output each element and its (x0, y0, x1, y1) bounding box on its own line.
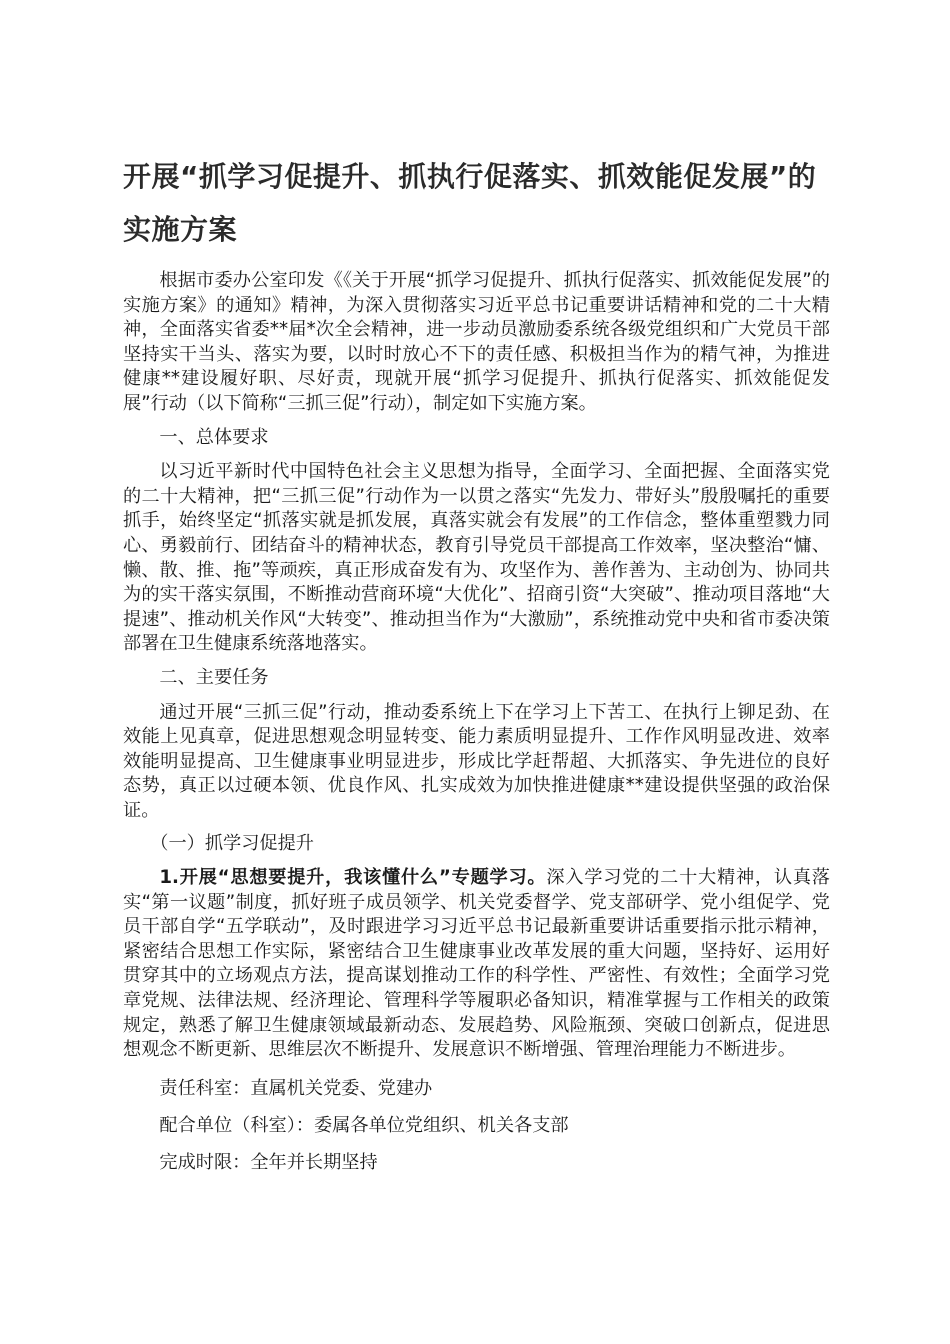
subsection-1-heading: （一）抓学习促提升 (150, 833, 314, 855)
title-line-2: 实施方案 (123, 213, 238, 246)
item-1-paragraph (123, 866, 830, 1063)
title-line-1: 开展“抓学习促提升、抓执行促落实、抓效能促发展”的 (123, 160, 817, 193)
item-1-text: 深入学习党的二十大精神，认真落实“第一议题”制度，抓好班子成员领学、机关党委督学、党支部研学、党小组促学、党员干部自学“五学联动”，及时跟进学习习近平总书记最新重要讲话重要指示批示精神，紧密结合思想工作实际，紧密结合卫生健康事业改革发展的重大问题，坚持好、运用好贯穿其中的立场观点方法，提高谋划推动工作的科学性、严密性、有效性；全面学习党章党规、法律法规、经济理论、管理科学等履职必备知识，精准掌握与工作相关的政策规定，熟悉了解卫生健康领域最新动态、发展趋势、风险瓶颈、突破口创新点，促进思想观念不断更新、思维层次不断提升、发展意识不断增强、管理治理能力不断进步。 (123, 867, 830, 1061)
intro-paragraph: 根据市委办公室印发《《关于开展“抓学习促提升、抓执行促落实、抓效能促发展”的实施方案》的通知》精神，为深入贯彻落实习近平总书记重要讲话精神和党的二十大精神，全面落实省委**届*次全会精神，进一步动员激励委系统各级党组织和广大党员干部坚持实干当头、落实为要，以时时放心不下的责任感、积极担当作为的精气神，为推进健康**建设履好职、尽好责，现就开展“抓学习促提升、抓执行促落实、抓效能促发展”行动（以下简称“三抓三促”行动），制定如下实施方案。 (123, 270, 830, 414)
document-body (123, 269, 830, 1175)
item-1-lead: 1.开展“思想要提升，我该懂什么”专题学习。 (159, 867, 547, 889)
section-2-heading: 二、主要任务 (159, 666, 269, 688)
cooperating-units: 配合单位（科室）：委属各单位党组织、机关各支部 (159, 1114, 569, 1136)
document-title (123, 150, 830, 256)
section-1-heading: 一、总体要求 (159, 426, 269, 448)
responsible-office: 责任科室：直属机关党委、党建办 (159, 1077, 433, 1099)
section-2-paragraph: 通过开展“三抓三促”行动，推动委系统上下在学习上下苦工、在执行上铆足劲、在效能上见真章，促进思想观念明显转变、能力素质明显提升、工作作风明显改进、效率效能明显提高、卫生健康事业明显进步，形成比学赶帮超、大抓落实、争先进位的良好态势，真正以过硬本领、优良作风、扎实成效为加快推进健康**建设提供坚强的政治保证。 (123, 701, 830, 821)
deadline: 完成时限：全年并长期坚持 (159, 1151, 378, 1173)
section-1-paragraph: 以习近平新时代中国特色社会主义思想为指导，全面学习、全面把握、全面落实党的二十大精神，把“三抓三促”行动作为一以贯之落实“先发力、带好头”殷殷嘱托的重要抓手，始终坚定“抓落实就是抓发展，真落实就会有发展”的工作信念，整体重塑戮力同心、勇毅前行、团结奋斗的精神状态，教育引导党员干部提高工作效率，坚决整治“慵、懒、散、推、拖”等顽疾，真正形成奋发有为、攻坚作为、善作善为、主动创为、协同共为的实干落实氛围，不断推动营商环境“大优化”、招商引资“大突破”、推动项目落地“大提速”、推动机关作风“大转变”、推动担当作为“大激励”，系统推动党中央和省市委决策部署在卫生健康系统落地落实。 (123, 461, 830, 655)
